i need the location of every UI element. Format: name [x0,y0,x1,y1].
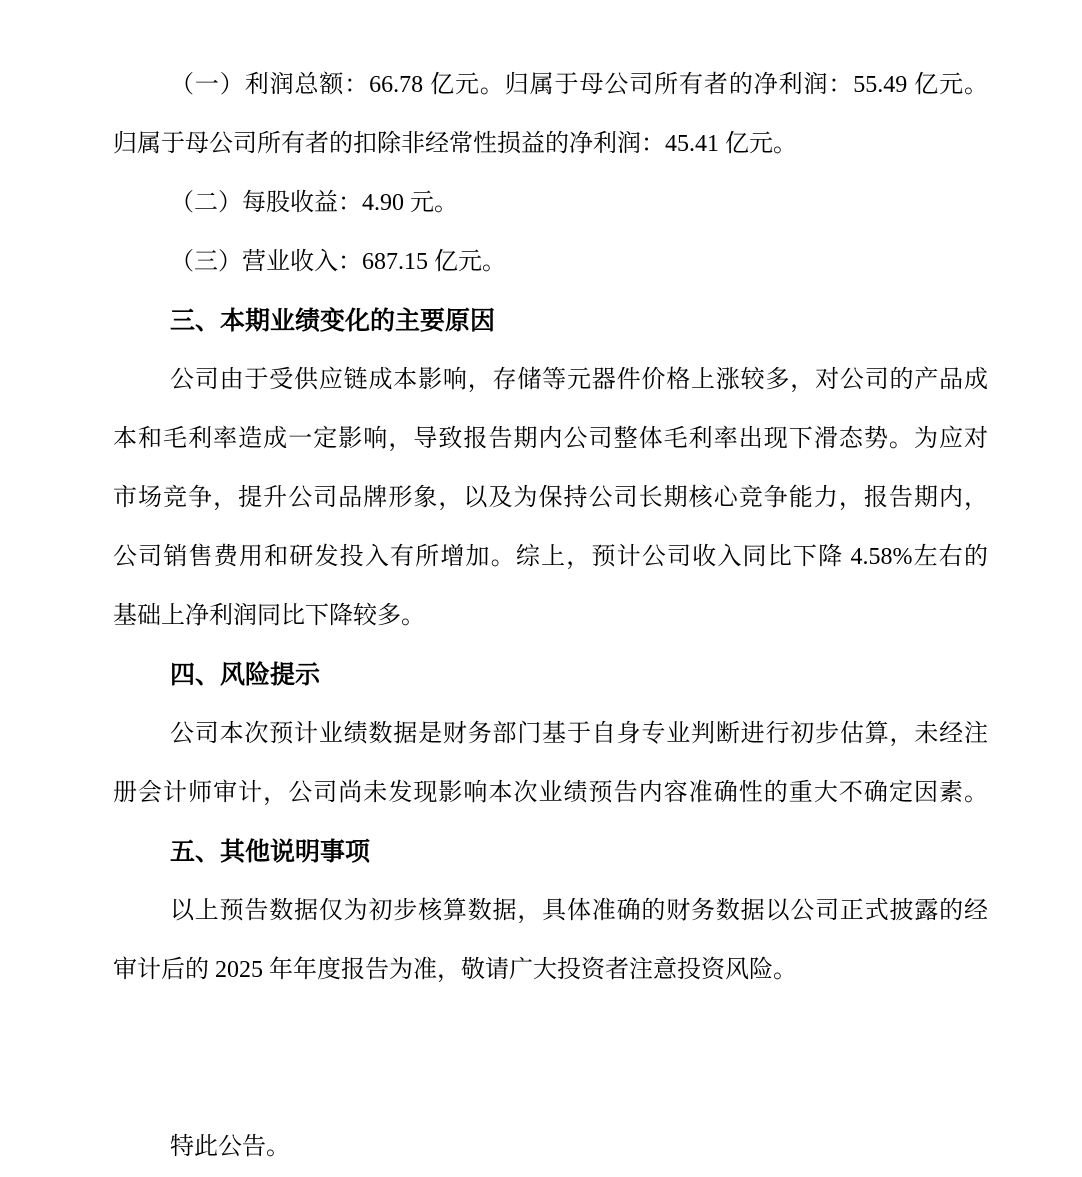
reasons-paragraph-line-3: 市场竞争，提升公司品牌形象，以及为保持公司长期核心竞争能力，报告期内， [113,485,988,511]
blank-line [113,1000,988,1059]
section-3-heading: 三、本期业绩变化的主要原因 [170,307,496,335]
other-paragraph-line-2: 审计后的 2025 年年度报告为准，敬请广大投资者注意投资风险。 [113,957,797,983]
reasons-paragraph-line-2: 本和毛利率造成一定影响，导致报告期内公司整体毛利率出现下滑态势。为应对 [113,426,988,452]
reasons-paragraph-line-1: 公司由于受供应链成本影响，存储等元器件价格上涨较多，对公司的产品成 [170,367,988,393]
other-paragraph-line-1: 以上预告数据仅为初步核算数据，具体准确的财务数据以公司正式披露的经 [170,898,988,924]
risk-paragraph-line-2: 册会计师审计，公司尚未发现影响本次业绩预告内容准确性的重大不确定因素。 [113,780,988,806]
section-5-heading: 五、其他说明事项 [170,838,371,866]
reasons-paragraph-line-4: 公司销售费用和研发投入有所增加。综上，预计公司收入同比下降 4.58%左右的 [113,544,988,570]
closing-announcement-line: 特此公告。 [170,1134,290,1160]
risk-paragraph-line-1: 公司本次预计业绩数据是财务部门基于自身专业判断进行初步估算，未经注 [170,721,988,747]
section-4-heading: 四、风险提示 [170,661,321,689]
reasons-paragraph-line-5: 基础上净利润同比下降较多。 [113,603,425,629]
item-1-profit-line-1: （一）利润总额：66.78 亿元。归属于母公司所有者的净利润：55.49 亿元。 [170,72,988,98]
item-3-revenue-line: （三）营业收入：687.15 亿元。 [170,249,506,275]
item-1-profit-line-2: 归属于母公司所有者的扣除非经常性损益的净利润：45.41 亿元。 [113,131,797,157]
item-2-eps-line: （二）每股收益：4.90 元。 [170,190,458,216]
blank-line [113,1059,988,1118]
